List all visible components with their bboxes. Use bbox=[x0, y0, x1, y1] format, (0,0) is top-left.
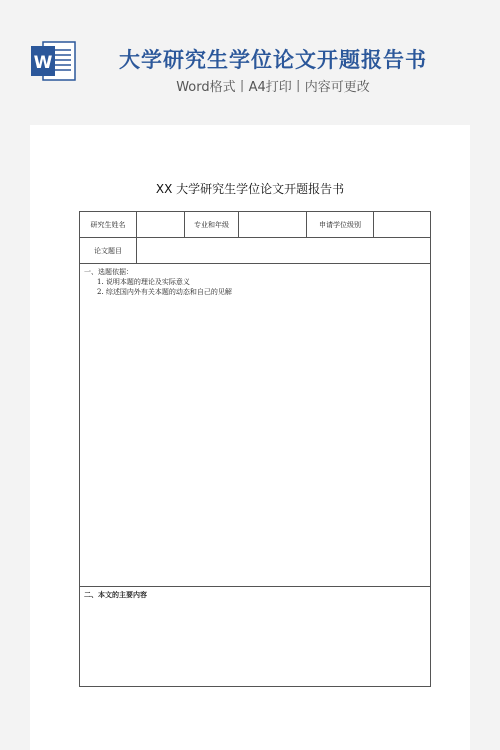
page-title: 大学研究生学位论文开题报告书 bbox=[119, 48, 427, 72]
degree-level-label: 申请学位级别 bbox=[319, 221, 361, 229]
section1-item: 2. 综述国内外有关本题的动态和自己的见解 bbox=[97, 288, 232, 296]
header-banner bbox=[0, 0, 500, 124]
student-name-label: 研究生姓名 bbox=[90, 221, 126, 229]
section2-heading: 二、本文的主要内容 bbox=[84, 591, 147, 599]
thesis-title-field[interactable] bbox=[137, 238, 431, 263]
document-page bbox=[30, 125, 470, 750]
degree-level-field[interactable] bbox=[374, 212, 431, 237]
row-divider bbox=[80, 263, 430, 264]
word-logo-letter: W bbox=[33, 53, 53, 73]
thesis-title-label: 论文题目 bbox=[94, 247, 122, 255]
section1-item: 1. 说明本题的理论及实际意义 bbox=[97, 278, 190, 286]
section2-content-area[interactable] bbox=[80, 602, 431, 686]
word-icon bbox=[29, 40, 77, 82]
page-subtitle: Word格式丨A4打印丨内容可更改 bbox=[176, 80, 370, 95]
document-title: XX 大学研究生学位论文开题报告书 bbox=[155, 182, 345, 196]
row-divider bbox=[80, 586, 430, 587]
major-grade-field[interactable] bbox=[239, 212, 306, 237]
report-form-table bbox=[79, 211, 431, 687]
major-grade-label: 专业和年级 bbox=[194, 221, 229, 229]
section1-content-area[interactable] bbox=[80, 298, 431, 585]
student-name-field[interactable] bbox=[137, 212, 184, 237]
section1-heading: 一、选题依据： bbox=[84, 268, 133, 276]
